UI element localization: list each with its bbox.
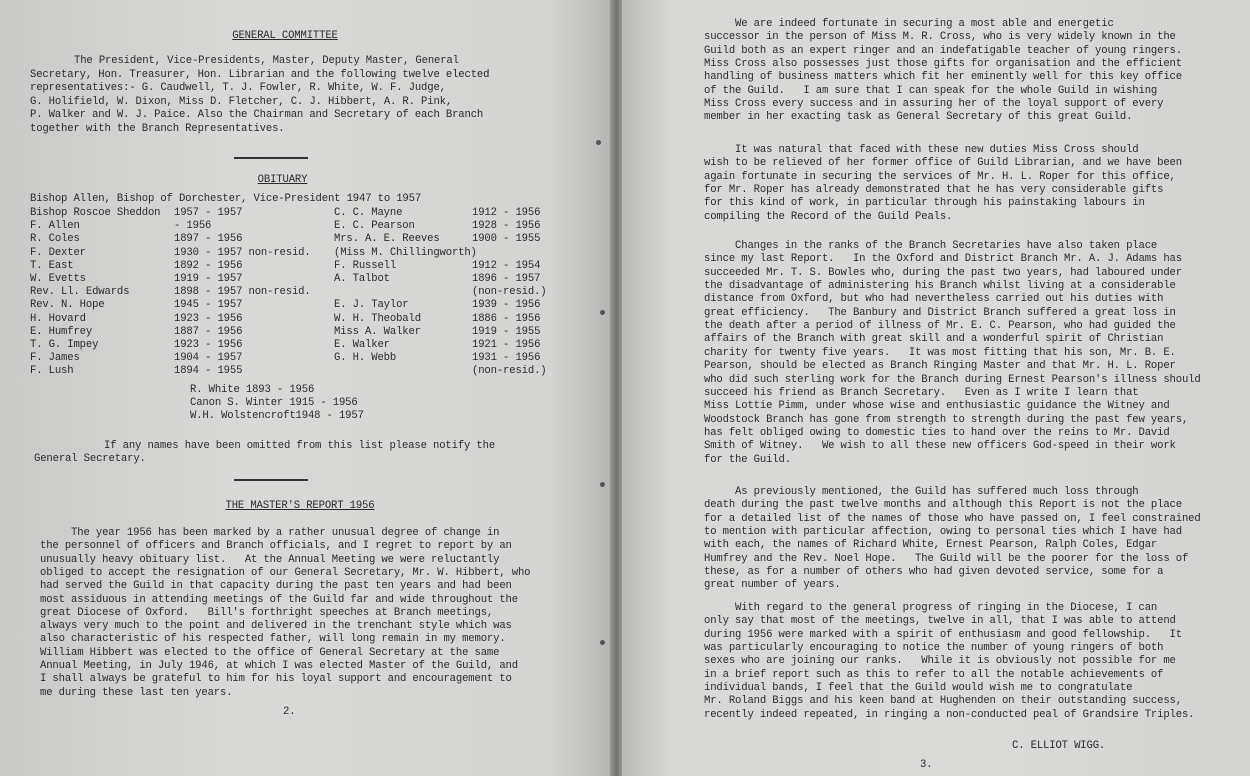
- obituary-dates: 1957 - 1957: [174, 207, 243, 219]
- obituary-dates: 1923 - 1956: [174, 312, 243, 325]
- obituary-name: C. C. Mayne: [334, 207, 403, 219]
- report-line: member in her exacting task as General Secretary of this great Guild.: [704, 111, 1133, 124]
- report-line: always very much to the point and delivered in the trenchant style which was: [40, 620, 512, 633]
- obituary-tail-line: Canon S. Winter 1915 - 1956: [190, 397, 358, 409]
- report-line: Smith of Witney. We wish to all these new officers God-speed in their work: [704, 440, 1176, 453]
- punch-hole-mark: [600, 482, 605, 487]
- report-line: great number of years.: [704, 579, 841, 592]
- report-line: charity for twenty five years. It was most fitting that his son, Mr. B. E.: [704, 346, 1176, 359]
- report-line: compiling the Record of the Guild Peals.: [704, 210, 953, 223]
- report-line: has felt obliged owing to domestic ties to hand over the reins to Mr. David: [704, 426, 1170, 439]
- obituary-dates: 1931 - 1956: [472, 352, 541, 365]
- report-line: William Hibbert was elected to the office of General Secretary at the same: [40, 646, 500, 659]
- report-line: Guild both as an expert ringer and an indefatigable teacher of young ringers.: [704, 44, 1182, 57]
- obituary-name: F. Allen: [30, 220, 80, 233]
- page-number-right: 3.: [920, 759, 933, 771]
- committee-line: Secretary, Hon. Treasurer, Hon. Librarian and the following twelve elected: [30, 68, 490, 81]
- obituary-dates: 1912 - 1954: [472, 259, 541, 272]
- report-line: individual bands, I feel that the Guild would wish me to congratulate: [704, 682, 1133, 695]
- report-line: great Diocese of Oxford. Bill's forthright speeches at Branch meetings,: [40, 606, 494, 619]
- obituary-dates: 1945 - 1957: [174, 299, 243, 312]
- report-line: these, as for a number of others who had given devoted service, some for a: [704, 566, 1164, 579]
- report-line: with each, the names of Richard White, Ernest Pearson, Ralph Coles, Edgar: [704, 539, 1158, 552]
- punch-hole-mark: [596, 140, 601, 145]
- obituary-name: E. C. Pearson: [334, 220, 415, 233]
- obituary-dates: 1894 - 1955: [174, 365, 243, 378]
- obituary-dates: 1928 - 1956: [472, 220, 541, 233]
- obituary-dates: 1919 - 1957: [174, 273, 243, 285]
- committee-line: together with the Branch Representatives.: [30, 122, 285, 135]
- obituary-intro: Bishop Allen, Bishop of Dorchester, Vice-President 1947 to 1957: [30, 193, 422, 205]
- signature: C. ELLIOT WIGG.: [1012, 740, 1106, 752]
- committee-line: P. Walker and W. J. Paice. Also the Chairman and Secretary of each Branch: [30, 109, 484, 121]
- divider: [234, 157, 308, 159]
- report-line: for the Guild.: [704, 453, 791, 466]
- left-page: [0, 0, 612, 776]
- report-line: The year 1956 has been marked by a rather unusual degree of change in: [40, 527, 500, 539]
- report-line: distance from Oxford, but who had nevertheless carried out his duties with: [704, 293, 1164, 306]
- report-line: unusually heavy obituary list. At the Annual Meeting we were reluctantly: [40, 553, 500, 566]
- report-line: With regard to the general progress of ringing in the Diocese, I can: [704, 602, 1158, 614]
- page-number-left: 2.: [283, 706, 296, 718]
- report-line: most assiduous in attending meetings of the Guild far and wide throughout the: [40, 593, 518, 606]
- report-line: successor in the person of Miss M. R. Cross, who is very widely known in the: [704, 31, 1176, 44]
- obituary-dates: 1887 - 1956: [174, 325, 243, 338]
- committee-line: G. Holifield, W. Dixon, Miss D. Fletcher, C. J. Hibbert, A. R. Pink,: [30, 95, 453, 108]
- report-line: Changes in the ranks of the Branch Secretaries have also taken place: [704, 240, 1158, 252]
- obituary-dates: 1898 - 1957 non-resid.: [174, 286, 311, 299]
- report-line: had served the Guild in that capacity during the past ten years and had been: [40, 580, 512, 593]
- report-line: recently indeed repeated, in ringing a non-conducted peal of Grandsire Triples.: [704, 708, 1195, 721]
- report-line: for Mr. Roper has already demonstrated that he has very considerable gifts: [704, 184, 1164, 197]
- report-line: Pearson, should be elected as Branch Ringing Master and that Mr. H. L. Roper: [704, 360, 1176, 373]
- report-line: Annual Meeting, in July 1946, at which I was elected Master of the Guild, and: [40, 660, 518, 672]
- punch-hole-mark: [600, 310, 605, 315]
- obituary-name: F. James: [30, 352, 80, 365]
- report-heading: THE MASTER'S REPORT 1956: [225, 500, 375, 512]
- report-line: It was natural that faced with these new duties Miss Cross should: [704, 144, 1139, 156]
- obituary-dates: 1896 - 1957: [472, 273, 541, 285]
- obituary-dates: 1912 - 1956: [472, 207, 541, 219]
- obituary-name: E. Humfrey: [30, 325, 93, 338]
- report-line: again fortunate in securing the services of Mr. H. L. Roper for this office,: [704, 170, 1176, 183]
- obituary-dates: (non-resid.): [472, 365, 547, 378]
- obituary-heading: OBITUARY: [257, 174, 308, 186]
- obituary-name: F. Lush: [30, 365, 74, 378]
- obituary-name: F. Russell: [334, 259, 397, 272]
- report-line: who did such sterling work for the Branch during Ernest Pearson's illness should: [704, 373, 1201, 386]
- obituary-name: G. H. Webb: [334, 352, 397, 365]
- report-line: great efficiency. The Banbury and District Branch suffered a great loss in: [704, 306, 1176, 319]
- report-line: the disadvantage of administering his Branch whilst living at a considerable: [704, 280, 1176, 293]
- report-line: me during these last ten years.: [40, 686, 233, 699]
- obituary-dates: 1886 - 1956: [472, 312, 541, 325]
- report-line: obliged to accept the resignation of our General Secretary, Mr. W. Hibbert, who: [40, 566, 531, 579]
- obituary-name: Rev. N. Hope: [30, 299, 105, 312]
- report-line: for this kind of work, in particular through his painstaking labours in: [704, 197, 1145, 210]
- obituary-name: H. Hovard: [30, 312, 86, 325]
- obituary-dates: 1919 - 1955: [472, 325, 541, 338]
- report-line: in a brief report such as this to refer to all the notable achievements of: [704, 668, 1164, 681]
- obituary-tail-line: W.H. Wolstencroft1948 - 1957: [190, 410, 364, 422]
- obituary-note-line: If any names have been omitted from this list please notify the: [104, 440, 496, 452]
- obituary-name: E. Walker: [334, 339, 390, 351]
- report-line: succeed his friend as Branch Secretary. Even as I write I learn that: [704, 386, 1139, 399]
- report-line: was particularly encouraging to notice the number of young ringers of both: [704, 642, 1164, 655]
- committee-line: representatives:- G. Caudwell, T. J. Fowler, R. White, W. F. Judge,: [30, 82, 446, 94]
- report-line: of the Guild. I am sure that I can speak for the whole Guild in wishing: [704, 84, 1158, 97]
- report-line: As previously mentioned, the Guild has suffered much loss through: [704, 486, 1139, 498]
- report-line: only say that most of the meetings, twelve in all, that I was able to attend: [704, 615, 1176, 628]
- obituary-name: T. G. Impey: [30, 339, 99, 351]
- report-line: since my last Report. In the Oxford and District Branch Mr. A. J. Adams has: [704, 253, 1182, 266]
- obituary-dates: 1900 - 1955: [472, 233, 541, 246]
- obituary-name: Rev. Ll. Edwards: [30, 286, 130, 299]
- obituary-name: R. Coles: [30, 233, 80, 246]
- report-line: for a detailed list of the names of those who have passed on, I feel constrained: [704, 512, 1201, 525]
- report-line: death during the past twelve months and although this Report is not the place: [704, 499, 1182, 512]
- report-line: sexes who are joining our ranks. While it is obviously not possible for me: [704, 655, 1176, 668]
- obituary-dates: 1930 - 1957 non-resid.: [174, 246, 311, 259]
- report-line: the death after a period of illness of Mr. E. C. Pearson, who had guided the: [704, 320, 1176, 333]
- obituary-dates: 1921 - 1956: [472, 339, 541, 351]
- obituary-name: A. Talbot: [334, 273, 390, 285]
- obituary-tail-line: R. White 1893 - 1956: [190, 384, 315, 396]
- right-page: [622, 0, 1250, 776]
- report-line: Woodstock Branch has gone from strength to strength during the past few years,: [704, 413, 1189, 426]
- obituary-dates: 1904 - 1957: [174, 352, 243, 365]
- obituary-dates: (non-resid.): [472, 286, 547, 299]
- obituary-dates: - 1956: [174, 220, 212, 233]
- obituary-name: T. East: [30, 259, 74, 272]
- report-line: Miss Lottie Pimm, under whose wise and enthusiastic guidance the Witney and: [704, 400, 1170, 413]
- obituary-dates: 1892 - 1956: [174, 259, 243, 272]
- report-line: succeeded Mr. T. S. Bowles who, during the past two years, had laboured under: [704, 266, 1182, 279]
- report-line: also characteristic of his respected father, will long remain in my memory.: [40, 633, 506, 646]
- report-line: Humfrey and the Rev. Noel Hope. The Guild will be the poorer for the loss of: [704, 552, 1189, 565]
- obituary-name: W. H. Theobald: [334, 312, 421, 325]
- divider: [234, 479, 308, 481]
- obituary-name: W. Evetts: [30, 273, 86, 285]
- report-line: Miss Cross also possesses just those gifts for organisation and the efficient: [704, 58, 1182, 71]
- report-line: during 1956 were marked with a spirit of enthusiasm and good fellowship. It: [704, 628, 1182, 641]
- obituary-note-line: General Secretary.: [34, 453, 146, 465]
- obituary-name: Mrs. A. E. Reeves: [334, 233, 440, 246]
- report-line: Mr. Roland Biggs and his keen band at Hughenden on their outstanding success,: [704, 695, 1182, 708]
- obituary-dates: 1897 - 1956: [174, 233, 243, 246]
- committee-line: The President, Vice-Presidents, Master, Deputy Master, General: [74, 55, 459, 67]
- obituary-name: Miss A. Walker: [334, 325, 421, 338]
- report-line: I shall always be grateful to him for his loyal support and encouragement to: [40, 673, 512, 686]
- report-line: handling of business matters which fit her eminently well for this key office: [704, 71, 1182, 84]
- obituary-name: E. J. Taylor: [334, 299, 409, 312]
- obituary-dates: 1939 - 1956: [472, 299, 541, 312]
- report-line: wish to be relieved of her former office of Guild Librarian, and we have been: [704, 157, 1182, 170]
- report-line: affairs of the Branch with great skill and a wonderful spirit of Christian: [704, 333, 1164, 346]
- punch-hole-mark: [600, 640, 605, 645]
- report-line: the personnel of officers and Branch officials, and I regret to report by an: [40, 540, 512, 553]
- report-line: Miss Cross every success and in assuring her of the loyal support of every: [704, 98, 1164, 111]
- obituary-name: F. Dexter: [30, 246, 86, 259]
- report-line: to mention with particular affection, owing to personal ties which I have had: [704, 526, 1182, 539]
- obituary-name: Bishop Roscoe Sheddon: [30, 207, 161, 219]
- obituary-name: (Miss M. Chillingworth): [334, 246, 477, 259]
- obituary-dates: 1923 - 1956: [174, 339, 243, 351]
- committee-heading: GENERAL COMMITTEE: [232, 30, 338, 42]
- report-line: We are indeed fortunate in securing a most able and energetic: [704, 18, 1114, 30]
